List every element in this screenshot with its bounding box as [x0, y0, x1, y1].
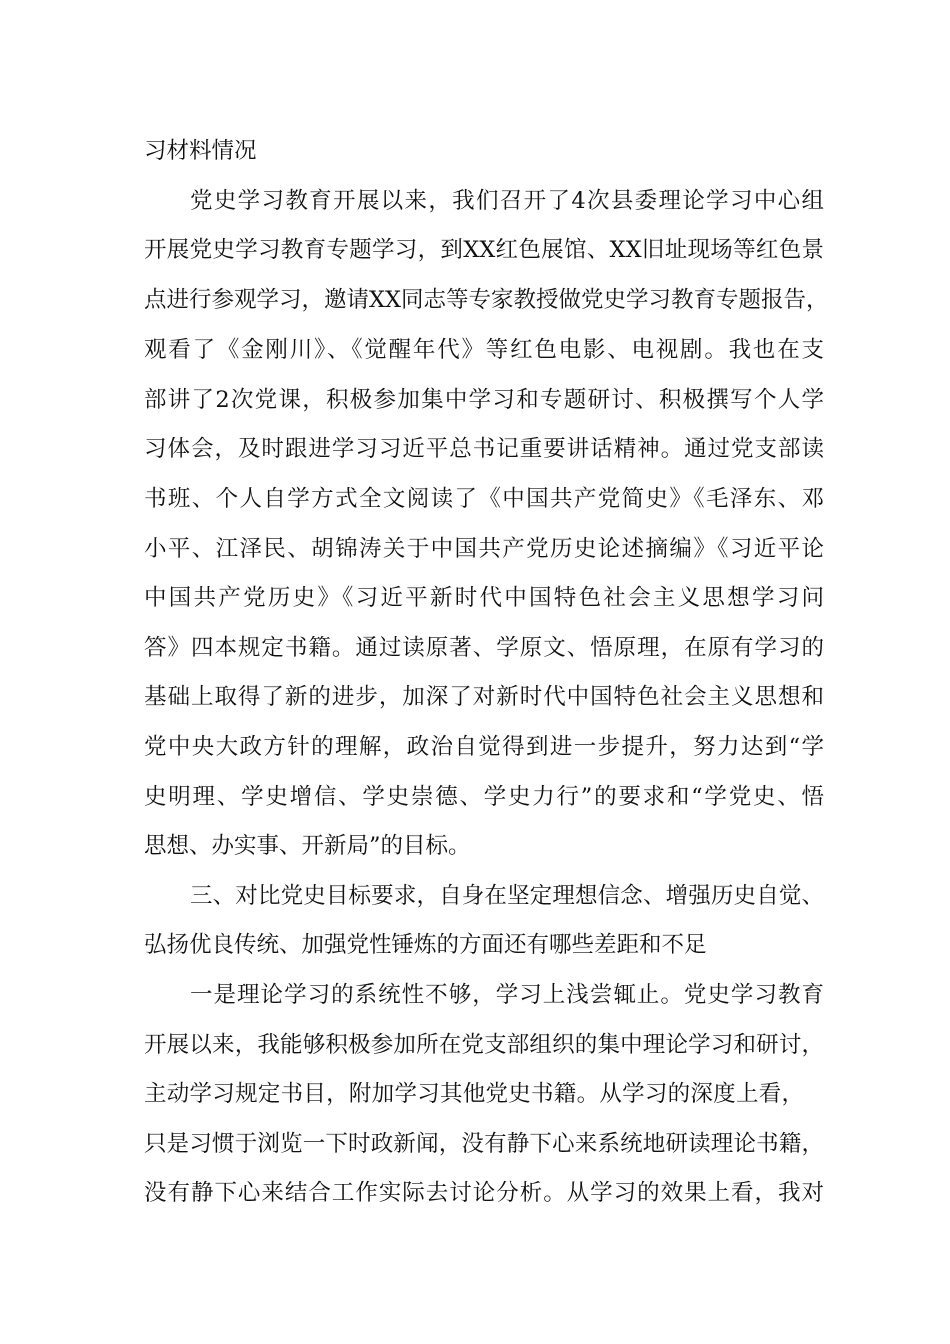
text-line: 一是理论学习的系统性不够，学习上浅尝辄止。党史学习教育 [190, 982, 824, 1008]
text-line: 党中央大政方针的理解，政治自觉得到进一步提升，努力达到“学 [144, 734, 824, 760]
text-line: 党史学习教育开展以来，我们召开了4次县委理论学习中心组 [190, 188, 824, 214]
text-line: 开展以来，我能够积极参加所在党支部组织的集中理论学习和研讨， [144, 1032, 824, 1058]
text-line: 点进行参观学习，邀请XX同志等专家教授做党史学习教育专题报告， [144, 287, 829, 313]
text-line: 部讲了2次党课，积极参加集中学习和专题研讨、积极撰写个人学 [144, 387, 824, 413]
section-heading-line: 弘扬优良传统、加强党性锤炼的方面还有哪些差距和不足 [144, 932, 707, 958]
text-line: 观看了《金刚川》、《觉醒年代》等红色电影、电视剧。我也在支 [144, 337, 824, 363]
text-line: 习体会，及时跟进学习习近平总书记重要讲话精神。通过党支部读 [144, 436, 824, 462]
text-line: 主动学习规定书目，附加学习其他党史书籍。从学习的深度上看， [144, 1081, 804, 1107]
text-line: 史明理、学史增信、学史崇德、学史力行”的要求和“学党史、悟 [144, 784, 824, 810]
text-line: 小平、江泽民、胡锦涛关于中国共产党历史论述摘编》《习近平论 [144, 536, 824, 562]
text-line: 只是习惯于浏览一下时政新闻，没有静下心来系统地研读理论书籍， [144, 1131, 824, 1157]
section-heading-line: 三、对比党史目标要求，自身在坚定理想信念、增强历史自觉、 [190, 883, 824, 909]
text-line: 书班、个人自学方式全文阅读了《中国共产党简史》《毛泽东、邓 [144, 486, 824, 512]
text-line: 思想、办实事、开新局”的目标。 [144, 833, 471, 859]
text-line: 习材料情况 [144, 138, 257, 164]
text-line: 基础上取得了新的进步，加深了对新时代中国特色社会主义思想和 [144, 684, 824, 710]
text-line: 中国共产党历史》《习近平新时代中国特色社会主义思想学习问 [144, 585, 824, 611]
text-line: 没有静下心来结合工作实际去讨论分析。从学习的效果上看，我对 [144, 1180, 824, 1206]
text-line: 开展党史学习教育专题学习，到XX红色展馆、XX旧址现场等红色景 [144, 237, 824, 263]
text-line: 答》四本规定书籍。通过读原著、学原文、悟原理，在原有学习的 [144, 635, 824, 661]
